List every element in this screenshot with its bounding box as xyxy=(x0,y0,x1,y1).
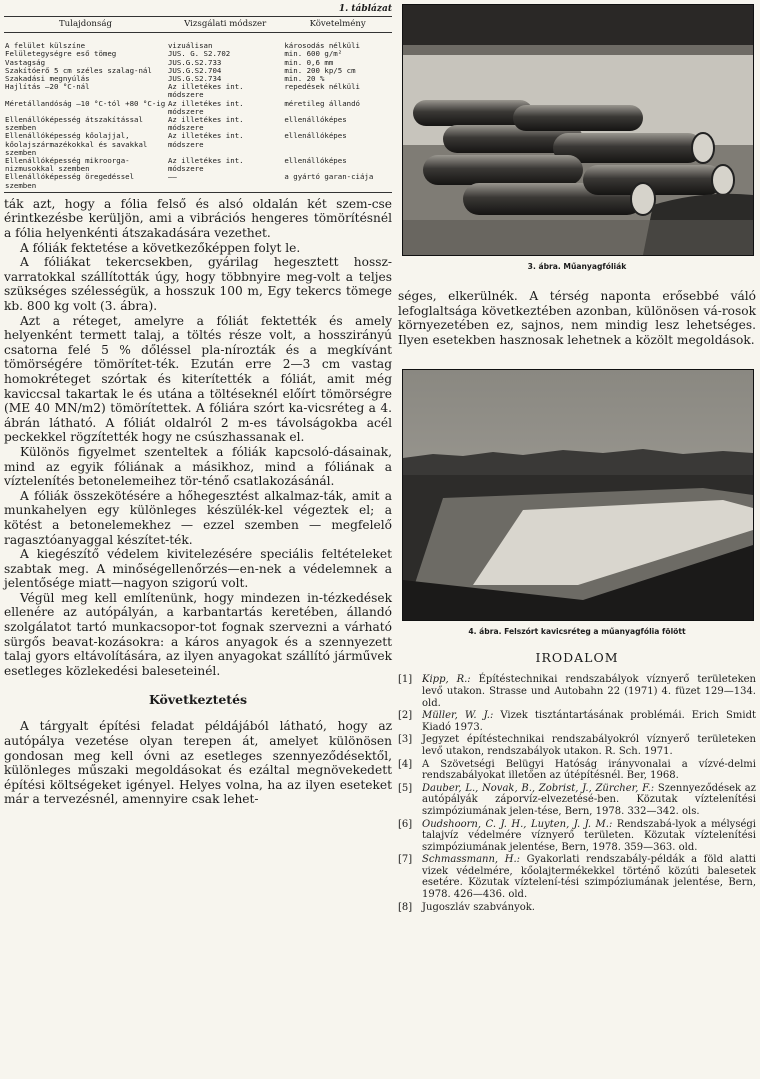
reference-text: Rendszabá-lyok a mélységi talajvíz védelmére víznyerő területen. Közutak víztelenítési szimpóziumának jelentése, Bern, 1978. 359—363. old. xyxy=(422,818,756,853)
reference-text: Gyakorlati rendszabály-példák a föld alatti vizek védelmére, kőolajtermékekkel történő közúti balesetek esetére. Közutak víztelení-tési szimpóziumának jelentése, Bern, 1978. 426—436. old. xyxy=(422,854,756,901)
table-cell: Ellenállóképesség átszakítással szemben xyxy=(5,115,143,133)
table-row xyxy=(4,116,392,132)
references-list xyxy=(398,674,756,913)
reference-number: [6] xyxy=(398,818,413,830)
reference-item xyxy=(398,783,756,818)
table-cell: Ellenállóképesség kőolajjal, kőolajszármazékokkal és savakkal szemben xyxy=(5,131,148,157)
table-cell: vizuálisan xyxy=(167,41,213,51)
table-row xyxy=(4,157,392,173)
reference-item xyxy=(398,902,756,914)
figure-4-caption: 4. ábra. Felszórt kavicsréteg a műanyagfólia fölött xyxy=(468,627,686,637)
table-row xyxy=(4,132,392,157)
table-cell: károsodás nélküli xyxy=(284,41,360,51)
table-cell: méretileg állandó xyxy=(284,98,360,108)
paragraph: Azt a réteget, amelyre a fóliát fektették és amely helyenként termett talaj, a töltés része volt, a hosszirányú csatorna felé 5 % dőléssel pla-nírozták és a megkívánt tömörségére tömörítet-ték. Ezután erre 2—3 cm vastag homokréteget szórtak és kiterítették a fóliát, amit még kaviccsal takartak le és utána a töltéseknél előírt tömörségre (ME 40 MN/m2) tömörítettek. A fóliára szórt ka-vicsréteg a 4. ábrán látható. A fóliát oldalról 2 m-es távolságokba acél peckekkel rögzítették hogy ne csúszhassanak el. xyxy=(4,313,392,445)
table-header: Tulajdonság xyxy=(4,17,167,33)
table-cell: ellenállóképes xyxy=(284,131,347,141)
table-row xyxy=(4,173,392,192)
conclusion-paragraph: A tárgyalt építési feladat példájából látható, hogy az autópálya vezetése olyan terepen át, amelyet különösen gondosan meg kell óvni az esetleges szennyeződésektől, különleges műszaki megoldásokat és ezáltal megnövekedett építési költségeket igényel. Helyes volna, ha az ilyen eseteket már a tervezésnél, amennyire csak lehet- xyxy=(4,719,392,807)
table-cell: min. 0,6 mm xyxy=(284,57,334,67)
table-cell: —— xyxy=(167,173,283,192)
table-cell: Hajlítás –20 °C-nál xyxy=(5,82,90,92)
table-cell: a gyártó garan-ciája xyxy=(283,173,392,192)
paragraph: A fóliák fektetése a következőképpen folyt le. xyxy=(20,240,301,255)
table-cell: min. 20 % xyxy=(284,74,325,84)
reference-text: Jugoszláv szabványok. xyxy=(422,901,535,913)
section-title: Következtetés xyxy=(148,692,248,708)
table-header: Vizsgálati módszer xyxy=(167,17,283,33)
reference-item xyxy=(398,734,756,757)
reference-item xyxy=(398,759,756,782)
table-label: 1. táblázat xyxy=(338,4,392,14)
table-cell: Az illetékes int. módszere xyxy=(167,131,244,149)
table-cell: Az illetékes int. módszere xyxy=(167,156,244,174)
reference-number: [7] xyxy=(398,854,413,866)
reference-item xyxy=(398,710,756,733)
table-cell: min. 200 kp/5 cm xyxy=(284,65,356,75)
table-cell: ellenállóképes xyxy=(284,115,347,125)
paragraph: Végül meg kell említenünk, hogy mindezen in-tézkedések ellenére az autópályán, a karbantartás keretében, állandó szolgálatot tartó munkacsopor-tot fognak szervezni a várható sürgős beavat-kozásokra: a káros anyagok és a szennyezett talaj gyors eltávolítására, az ilyen anyagokat szállító járművek esetleges közlekedési baleseteinél. xyxy=(4,590,392,678)
plastic-foil-rolls-image xyxy=(403,5,753,255)
table-cell: Méretállandóság –10 °C-tól +80 °C-ig xyxy=(5,98,166,108)
reference-author: Kipp, R.: xyxy=(422,674,471,686)
references-title: IRODALOM xyxy=(535,650,619,666)
table-cell: Vastagság xyxy=(5,57,46,67)
reference-text: Szennyeződések az autópályák záporvíz-elvezetésé-ben. Közutak víztelenítési szimpóziumának jelen-tése, Bern, 1978. 332—342. ols. xyxy=(422,782,756,817)
table-cell: Felületegységre eső tömeg xyxy=(5,49,117,59)
left-column xyxy=(4,4,392,807)
paragraph: ták azt, hogy a fólia felső és alsó oldalán két szem-cse érintkezésbe kerüljön, ami a vibrációs hengeres tömörítésnél a fólia helyenkénti átszakadására vezethet. xyxy=(4,196,392,241)
properties-table xyxy=(4,16,392,193)
table-row xyxy=(4,100,392,116)
table-cell: JUS. G. S2.702 xyxy=(167,49,231,59)
reference-number: [1] xyxy=(398,674,413,686)
table-cell: ellenállóképes xyxy=(284,156,347,166)
reference-author: Dauber, L., Novak, B., Zobrist, J., Zürcher, F.: xyxy=(422,782,655,794)
table-cell: Az illetékes int. módszere xyxy=(167,82,244,100)
reference-text: Építéstechnikai rendszabályok víznyerő területeken levő utakon. Strasse und Autobahn 22 (1971) 4. füzet 129—134. old. xyxy=(422,674,756,709)
table-cell: Szakadási megnyúlás xyxy=(5,74,90,84)
reference-text: Jegyzet építéstechnikai rendszabályokról víznyerő területeken levő utakon, rendszabályok utakon. R. Sch. 1971. xyxy=(422,734,756,757)
table-cell: Az illetékes int. módszere xyxy=(167,98,244,116)
paragraph: Különös figyelmet szenteltek a fóliák kapcsoló-dásainak, mind az egyik fóliának a másikhoz, mind a fóliának a víztelenítés betonelemeihez tör-ténő csatlakozásánál. xyxy=(4,444,392,489)
table-cell: JUS.G.S2.734 xyxy=(167,74,222,84)
reference-number: [2] xyxy=(398,710,413,722)
table-row xyxy=(4,83,392,99)
table-cell: repedések nélküli xyxy=(284,82,360,92)
reference-number: [4] xyxy=(398,758,413,770)
paragraph: A kiegészítő védelem kivitelezésére speciális feltételeket szabtak meg. A minőségellenőrzés—en-nek a védelemnek a jelentősége miatt—nagyon szigorú volt. xyxy=(4,547,392,591)
table-cell: A felület külszíne xyxy=(5,41,86,51)
reference-text: Vizek tisztántartásának problémái. Erich Smidt Kiadó 1973. xyxy=(422,710,757,733)
figure-3-photo xyxy=(402,4,754,256)
conclusion-paragraph: séges, elkerülnék. A térség naponta erősebbé váló lefoglaltsága következtében azonban, különösen vá-rosok környezetében ez, sajnos, nem mindig lesz lehetséges. Ilyen esetekben hasznosak lehetnek a közölt megoldások. xyxy=(398,289,756,347)
reference-number: [5] xyxy=(398,782,413,794)
table-cell: Ellenállóképesség öregedéssel szemben xyxy=(4,173,167,192)
paragraph: A fóliákat tekercsekben, gyárilag hegesztett hossz-varratokkal szállították úgy, hogy többnyire meg-volt a teljes szükséges szélességük, a hosszuk 100 m, Egy tekercs tömege kb. 800 kg volt (3. ábra). xyxy=(4,255,392,314)
reference-number: [8] xyxy=(398,901,413,913)
table-cell: JUS.G.S2.704 xyxy=(167,65,222,75)
table-cell: Szakítóerő 5 cm széles szalag-nál xyxy=(5,65,152,75)
reference-author: Müller, W. J.: xyxy=(422,710,494,722)
table-header-row xyxy=(4,17,392,33)
table-header: Követelmény xyxy=(283,17,392,33)
reference-item xyxy=(398,674,756,709)
table-body xyxy=(4,33,392,193)
table-cell: Ellenállóképesség mikroorga-nizmusokkal szemben xyxy=(5,156,130,174)
reference-author: Oudshoorn, C. J. H., Luyten, J. J. M.: xyxy=(422,818,613,830)
table-cell: Az illetékes int. módszere xyxy=(167,115,244,133)
table-cell: JUS.G.S2.733 xyxy=(167,57,222,67)
figure-3-caption: 3. ábra. Műanyagfóliák xyxy=(527,262,627,271)
reference-number: [3] xyxy=(398,734,413,746)
right-column xyxy=(398,4,756,914)
reference-text: A Szövetségi Belügyi Hatóság irányvonalai a vízvé-delmi rendszabályokat illetően az útépítésnél. Ber, 1968. xyxy=(422,758,756,782)
reference-item xyxy=(398,819,756,854)
figure-4-photo xyxy=(402,369,754,621)
paragraph: A fóliák összekötésére a hőhegesztést alkalmaz-ták, amit a munkahelyen egy különleges készülék-kel végeztek el; a kötést a betonelemekhez — ezzel szemben — megfelelő ragasztóanyaggal készítet-ték. xyxy=(4,488,392,547)
gravel-layer-image xyxy=(403,370,753,620)
table-cell: min. 600 g/m² xyxy=(284,49,343,59)
reference-item xyxy=(398,854,756,900)
reference-author: Schmassmann, H.: xyxy=(422,854,520,866)
table-row xyxy=(4,33,392,51)
